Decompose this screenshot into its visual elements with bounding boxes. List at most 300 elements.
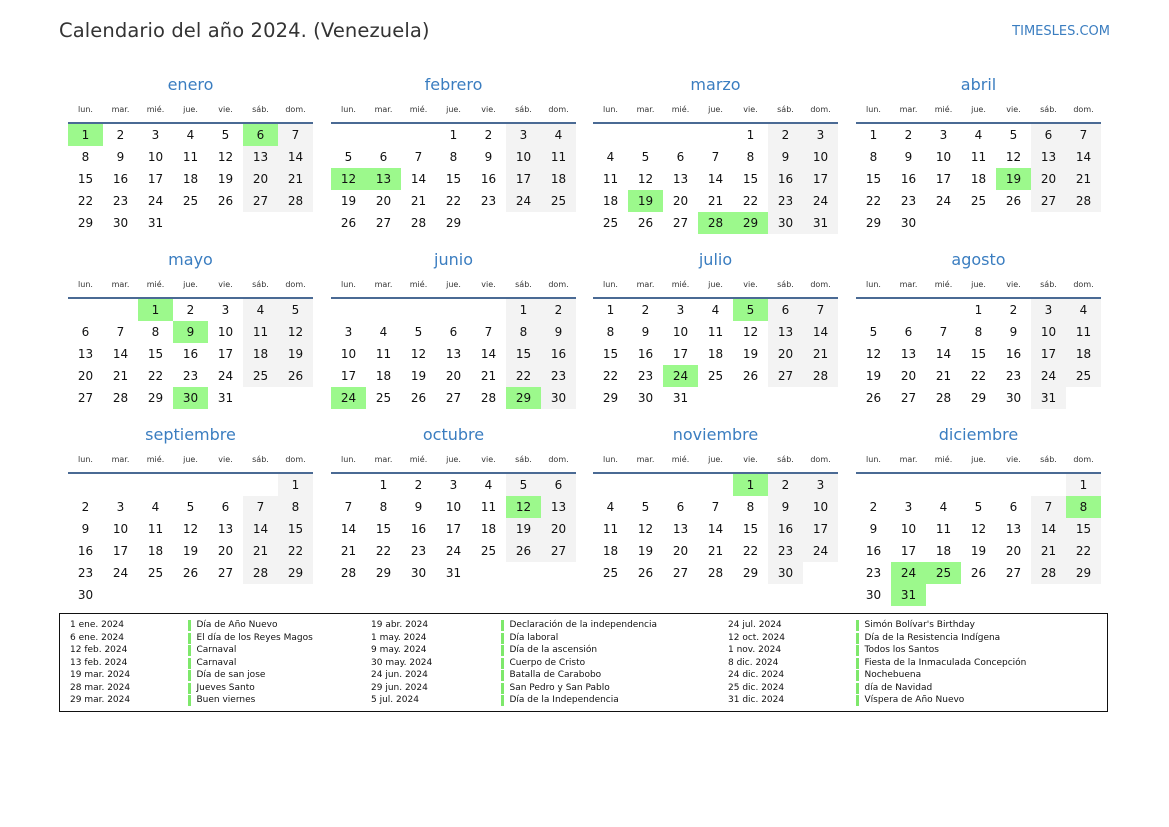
day-cell[interactable]: 13: [768, 321, 803, 343]
day-cell[interactable]: 27: [900, 391, 917, 405]
day-cell[interactable]: 21: [1066, 168, 1101, 190]
day-cell[interactable]: 12: [637, 172, 654, 186]
day-cell[interactable]: 27: [672, 216, 689, 230]
day-cell[interactable]: 25: [541, 190, 576, 212]
day-cell[interactable]: 1: [506, 299, 541, 321]
day-cell[interactable]: 18: [147, 544, 164, 558]
day-cell[interactable]: 3: [803, 474, 838, 496]
day-cell[interactable]: 5: [1009, 128, 1018, 142]
day-cell[interactable]: 21: [707, 194, 724, 208]
day-cell[interactable]: 4: [711, 303, 720, 317]
day-cell[interactable]: 11: [602, 522, 619, 536]
day-cell[interactable]: 4: [974, 128, 983, 142]
day-cell[interactable]: 3: [904, 500, 913, 514]
day-cell[interactable]: 13: [77, 347, 94, 361]
day-cell[interactable]: 27: [1005, 566, 1022, 580]
day-cell[interactable]: 5: [186, 500, 195, 514]
day-cell[interactable]: 17: [340, 369, 357, 383]
day-cell[interactable]: 19: [410, 369, 427, 383]
day-cell[interactable]: 14: [707, 522, 724, 536]
day-cell[interactable]: 19: [340, 194, 357, 208]
day-cell[interactable]: 8: [869, 150, 878, 164]
day-cell[interactable]: 24: [445, 544, 462, 558]
day-cell[interactable]: 20: [1031, 168, 1066, 190]
day-cell[interactable]: 14: [112, 347, 129, 361]
day-cell[interactable]: 26: [217, 194, 234, 208]
day-cell[interactable]: 21: [278, 168, 313, 190]
day-cell[interactable]: 2: [414, 478, 423, 492]
day-cell[interactable]: 27: [217, 566, 234, 580]
day-cell[interactable]: 28: [803, 365, 838, 387]
holiday-day-cell[interactable]: 1: [68, 124, 103, 146]
day-cell[interactable]: 17: [672, 347, 689, 361]
day-cell[interactable]: 30: [77, 588, 94, 602]
day-cell[interactable]: 14: [1031, 518, 1066, 540]
day-cell[interactable]: 3: [221, 303, 230, 317]
day-cell[interactable]: 2: [768, 474, 803, 496]
day-cell[interactable]: 2: [904, 128, 913, 142]
day-cell[interactable]: 28: [410, 216, 427, 230]
day-cell[interactable]: 23: [182, 369, 199, 383]
day-cell[interactable]: 14: [1066, 146, 1101, 168]
day-cell[interactable]: 9: [484, 150, 493, 164]
day-cell[interactable]: 20: [243, 168, 278, 190]
day-cell[interactable]: 24: [112, 566, 129, 580]
day-cell[interactable]: 3: [344, 325, 353, 339]
day-cell[interactable]: 25: [707, 369, 724, 383]
day-cell[interactable]: 11: [375, 347, 392, 361]
day-cell[interactable]: 30: [541, 387, 576, 409]
day-cell[interactable]: 2: [768, 124, 803, 146]
holiday-day-cell[interactable]: 12: [506, 496, 541, 518]
day-cell[interactable]: 19: [217, 172, 234, 186]
day-cell[interactable]: 1: [869, 128, 878, 142]
day-cell[interactable]: 28: [480, 391, 497, 405]
day-cell[interactable]: 5: [641, 500, 650, 514]
day-cell[interactable]: 17: [445, 522, 462, 536]
day-cell[interactable]: 5: [641, 150, 650, 164]
day-cell[interactable]: 20: [541, 518, 576, 540]
day-cell[interactable]: 9: [81, 522, 90, 536]
day-cell[interactable]: 15: [506, 343, 541, 365]
day-cell[interactable]: 31: [445, 566, 462, 580]
day-cell[interactable]: 24: [803, 540, 838, 562]
day-cell[interactable]: 1: [379, 478, 388, 492]
day-cell[interactable]: 2: [484, 128, 493, 142]
day-cell[interactable]: 10: [147, 150, 164, 164]
day-cell[interactable]: 13: [243, 146, 278, 168]
day-cell[interactable]: 6: [1009, 500, 1018, 514]
day-cell[interactable]: 12: [217, 150, 234, 164]
day-cell[interactable]: 19: [182, 544, 199, 558]
day-cell[interactable]: 1: [278, 474, 313, 496]
day-cell[interactable]: 4: [186, 128, 195, 142]
day-cell[interactable]: 23: [768, 540, 803, 562]
day-cell[interactable]: 20: [900, 369, 917, 383]
day-cell[interactable]: 8: [506, 321, 541, 343]
day-cell[interactable]: 22: [445, 194, 462, 208]
day-cell[interactable]: 16: [637, 347, 654, 361]
holiday-day-cell[interactable]: 24: [891, 562, 926, 584]
day-cell[interactable]: 17: [506, 168, 541, 190]
day-cell[interactable]: 23: [77, 566, 94, 580]
day-cell[interactable]: 8: [974, 325, 983, 339]
day-cell[interactable]: 17: [112, 544, 129, 558]
day-cell[interactable]: 7: [243, 496, 278, 518]
day-cell[interactable]: 7: [1031, 496, 1066, 518]
day-cell[interactable]: 9: [541, 321, 576, 343]
day-cell[interactable]: 28: [935, 391, 952, 405]
day-cell[interactable]: 7: [711, 500, 720, 514]
day-cell[interactable]: 26: [340, 216, 357, 230]
day-cell[interactable]: 22: [865, 194, 882, 208]
day-cell[interactable]: 26: [182, 566, 199, 580]
holiday-day-cell[interactable]: 5: [733, 299, 768, 321]
day-cell[interactable]: 3: [506, 124, 541, 146]
day-cell[interactable]: 20: [672, 544, 689, 558]
day-cell[interactable]: 9: [116, 150, 125, 164]
day-cell[interactable]: 29: [147, 391, 164, 405]
day-cell[interactable]: 15: [278, 518, 313, 540]
day-cell[interactable]: 25: [970, 194, 987, 208]
day-cell[interactable]: 15: [742, 172, 759, 186]
day-cell[interactable]: 2: [81, 500, 90, 514]
day-cell[interactable]: 30: [865, 588, 882, 602]
day-cell[interactable]: 15: [1066, 518, 1101, 540]
day-cell[interactable]: 28: [707, 566, 724, 580]
day-cell[interactable]: 7: [278, 124, 313, 146]
holiday-day-cell[interactable]: 12: [331, 168, 366, 190]
day-cell[interactable]: 21: [935, 369, 952, 383]
day-cell[interactable]: 5: [221, 128, 230, 142]
day-cell[interactable]: 22: [602, 369, 619, 383]
day-cell[interactable]: 13: [672, 172, 689, 186]
day-cell[interactable]: 23: [865, 566, 882, 580]
day-cell[interactable]: 7: [803, 299, 838, 321]
day-cell[interactable]: 9: [904, 150, 913, 164]
day-cell[interactable]: 17: [900, 544, 917, 558]
holiday-day-cell[interactable]: 19: [996, 168, 1031, 190]
day-cell[interactable]: 18: [1066, 343, 1101, 365]
day-cell[interactable]: 24: [217, 369, 234, 383]
day-cell[interactable]: 10: [217, 325, 234, 339]
day-cell[interactable]: 27: [375, 216, 392, 230]
day-cell[interactable]: 9: [869, 522, 878, 536]
day-cell[interactable]: 25: [602, 216, 619, 230]
day-cell[interactable]: 23: [1005, 369, 1022, 383]
day-cell[interactable]: 11: [182, 150, 199, 164]
day-cell[interactable]: 6: [81, 325, 90, 339]
day-cell[interactable]: 9: [641, 325, 650, 339]
day-cell[interactable]: 25: [480, 544, 497, 558]
day-cell[interactable]: 25: [1066, 365, 1101, 387]
day-cell[interactable]: 16: [768, 518, 803, 540]
day-cell[interactable]: 22: [970, 369, 987, 383]
day-cell[interactable]: 9: [768, 496, 803, 518]
day-cell[interactable]: 7: [1066, 124, 1101, 146]
day-cell[interactable]: 15: [445, 172, 462, 186]
day-cell[interactable]: 15: [742, 522, 759, 536]
day-cell[interactable]: 1: [1066, 474, 1101, 496]
day-cell[interactable]: 17: [935, 172, 952, 186]
day-cell[interactable]: 2: [186, 303, 195, 317]
day-cell[interactable]: 6: [449, 325, 458, 339]
day-cell[interactable]: 7: [414, 150, 423, 164]
day-cell[interactable]: 17: [147, 172, 164, 186]
day-cell[interactable]: 21: [480, 369, 497, 383]
day-cell[interactable]: 27: [672, 566, 689, 580]
day-cell[interactable]: 8: [746, 150, 755, 164]
day-cell[interactable]: 6: [676, 150, 685, 164]
day-cell[interactable]: 11: [707, 325, 724, 339]
day-cell[interactable]: 22: [742, 544, 759, 558]
day-cell[interactable]: 22: [278, 540, 313, 562]
day-cell[interactable]: 18: [480, 522, 497, 536]
day-cell[interactable]: 26: [278, 365, 313, 387]
day-cell[interactable]: 6: [1031, 124, 1066, 146]
day-cell[interactable]: 10: [900, 522, 917, 536]
day-cell[interactable]: 10: [340, 347, 357, 361]
day-cell[interactable]: 12: [278, 321, 313, 343]
day-cell[interactable]: 4: [1066, 299, 1101, 321]
day-cell[interactable]: 4: [484, 478, 493, 492]
day-cell[interactable]: 4: [541, 124, 576, 146]
day-cell[interactable]: 13: [541, 496, 576, 518]
holiday-day-cell[interactable]: 29: [733, 212, 768, 234]
day-cell[interactable]: 16: [182, 347, 199, 361]
day-cell[interactable]: 1: [449, 128, 458, 142]
day-cell[interactable]: 8: [81, 150, 90, 164]
day-cell[interactable]: 29: [77, 216, 94, 230]
day-cell[interactable]: 9: [414, 500, 423, 514]
day-cell[interactable]: 3: [676, 303, 685, 317]
day-cell[interactable]: 18: [541, 168, 576, 190]
day-cell[interactable]: 5: [506, 474, 541, 496]
day-cell[interactable]: 27: [541, 540, 576, 562]
day-cell[interactable]: 31: [803, 212, 838, 234]
day-cell[interactable]: 28: [112, 391, 129, 405]
day-cell[interactable]: 16: [410, 522, 427, 536]
day-cell[interactable]: 28: [1031, 562, 1066, 584]
day-cell[interactable]: 17: [803, 168, 838, 190]
day-cell[interactable]: 10: [112, 522, 129, 536]
day-cell[interactable]: 18: [602, 544, 619, 558]
day-cell[interactable]: 16: [541, 343, 576, 365]
day-cell[interactable]: 29: [375, 566, 392, 580]
day-cell[interactable]: 27: [77, 391, 94, 405]
day-cell[interactable]: 30: [768, 562, 803, 584]
day-cell[interactable]: 18: [243, 343, 278, 365]
day-cell[interactable]: 15: [375, 522, 392, 536]
day-cell[interactable]: 16: [480, 172, 497, 186]
day-cell[interactable]: 16: [77, 544, 94, 558]
day-cell[interactable]: 5: [344, 150, 353, 164]
day-cell[interactable]: 21: [340, 544, 357, 558]
holiday-day-cell[interactable]: 24: [331, 387, 366, 409]
day-cell[interactable]: 23: [637, 369, 654, 383]
day-cell[interactable]: 19: [506, 518, 541, 540]
holiday-day-cell[interactable]: 6: [243, 124, 278, 146]
day-cell[interactable]: 18: [375, 369, 392, 383]
day-cell[interactable]: 5: [974, 500, 983, 514]
day-cell[interactable]: 25: [147, 566, 164, 580]
day-cell[interactable]: 25: [375, 391, 392, 405]
day-cell[interactable]: 11: [480, 500, 497, 514]
day-cell[interactable]: 31: [217, 391, 234, 405]
day-cell[interactable]: 15: [970, 347, 987, 361]
day-cell[interactable]: 21: [112, 369, 129, 383]
day-cell[interactable]: 19: [278, 343, 313, 365]
day-cell[interactable]: 3: [939, 128, 948, 142]
day-cell[interactable]: 26: [410, 391, 427, 405]
day-cell[interactable]: 2: [641, 303, 650, 317]
day-cell[interactable]: 10: [506, 146, 541, 168]
holiday-day-cell[interactable]: 9: [173, 321, 208, 343]
day-cell[interactable]: 2: [541, 299, 576, 321]
day-cell[interactable]: 25: [182, 194, 199, 208]
holiday-day-cell[interactable]: 1: [138, 299, 173, 321]
day-cell[interactable]: 30: [1005, 391, 1022, 405]
day-cell[interactable]: 10: [1031, 321, 1066, 343]
day-cell[interactable]: 10: [935, 150, 952, 164]
day-cell[interactable]: 31: [1031, 387, 1066, 409]
day-cell[interactable]: 8: [379, 500, 388, 514]
day-cell[interactable]: 26: [637, 216, 654, 230]
holiday-day-cell[interactable]: 29: [506, 387, 541, 409]
day-cell[interactable]: 18: [935, 544, 952, 558]
day-cell[interactable]: 26: [506, 540, 541, 562]
day-cell[interactable]: 19: [865, 369, 882, 383]
day-cell[interactable]: 13: [1005, 522, 1022, 536]
day-cell[interactable]: 1: [974, 303, 983, 317]
day-cell[interactable]: 24: [803, 190, 838, 212]
day-cell[interactable]: 5: [278, 299, 313, 321]
day-cell[interactable]: 30: [637, 391, 654, 405]
day-cell[interactable]: 23: [900, 194, 917, 208]
day-cell[interactable]: 20: [1005, 544, 1022, 558]
day-cell[interactable]: 28: [243, 562, 278, 584]
day-cell[interactable]: 4: [606, 500, 615, 514]
day-cell[interactable]: 2: [1009, 303, 1018, 317]
day-cell[interactable]: 29: [445, 216, 462, 230]
day-cell[interactable]: 19: [637, 544, 654, 558]
day-cell[interactable]: 31: [672, 391, 689, 405]
holiday-day-cell[interactable]: 13: [366, 168, 401, 190]
day-cell[interactable]: 3: [1031, 299, 1066, 321]
day-cell[interactable]: 8: [449, 150, 458, 164]
day-cell[interactable]: 12: [742, 325, 759, 339]
day-cell[interactable]: 27: [243, 190, 278, 212]
day-cell[interactable]: 18: [970, 172, 987, 186]
day-cell[interactable]: 15: [147, 347, 164, 361]
day-cell[interactable]: 13: [672, 522, 689, 536]
day-cell[interactable]: 15: [865, 172, 882, 186]
day-cell[interactable]: 12: [865, 347, 882, 361]
day-cell[interactable]: 4: [379, 325, 388, 339]
day-cell[interactable]: 19: [742, 347, 759, 361]
holiday-day-cell[interactable]: 25: [926, 562, 961, 584]
day-cell[interactable]: 28: [278, 190, 313, 212]
day-cell[interactable]: 30: [410, 566, 427, 580]
day-cell[interactable]: 4: [151, 500, 160, 514]
day-cell[interactable]: 6: [541, 474, 576, 496]
day-cell[interactable]: 23: [480, 194, 497, 208]
day-cell[interactable]: 27: [768, 365, 803, 387]
day-cell[interactable]: 13: [900, 347, 917, 361]
day-cell[interactable]: 28: [340, 566, 357, 580]
day-cell[interactable]: 1: [746, 128, 755, 142]
day-cell[interactable]: 18: [602, 194, 619, 208]
day-cell[interactable]: 18: [182, 172, 199, 186]
day-cell[interactable]: 7: [484, 325, 493, 339]
day-cell[interactable]: 26: [970, 566, 987, 580]
day-cell[interactable]: 13: [445, 347, 462, 361]
day-cell[interactable]: 8: [278, 496, 313, 518]
day-cell[interactable]: 27: [445, 391, 462, 405]
day-cell[interactable]: 7: [116, 325, 125, 339]
day-cell[interactable]: 25: [243, 365, 278, 387]
day-cell[interactable]: 24: [506, 190, 541, 212]
day-cell[interactable]: 13: [1031, 146, 1066, 168]
day-cell[interactable]: 11: [147, 522, 164, 536]
day-cell[interactable]: 16: [768, 168, 803, 190]
day-cell[interactable]: 2: [116, 128, 125, 142]
day-cell[interactable]: 14: [340, 522, 357, 536]
day-cell[interactable]: 8: [746, 500, 755, 514]
day-cell[interactable]: 29: [602, 391, 619, 405]
day-cell[interactable]: 14: [707, 172, 724, 186]
day-cell[interactable]: 14: [243, 518, 278, 540]
day-cell[interactable]: 23: [112, 194, 129, 208]
holiday-day-cell[interactable]: 30: [173, 387, 208, 409]
day-cell[interactable]: 6: [904, 325, 913, 339]
day-cell[interactable]: 11: [935, 522, 952, 536]
day-cell[interactable]: 20: [77, 369, 94, 383]
day-cell[interactable]: 29: [1066, 562, 1101, 584]
day-cell[interactable]: 7: [939, 325, 948, 339]
day-cell[interactable]: 17: [217, 347, 234, 361]
day-cell[interactable]: 8: [151, 325, 160, 339]
day-cell[interactable]: 6: [379, 150, 388, 164]
day-cell[interactable]: 22: [77, 194, 94, 208]
day-cell[interactable]: 21: [707, 544, 724, 558]
day-cell[interactable]: 22: [375, 544, 392, 558]
day-cell[interactable]: 27: [1031, 190, 1066, 212]
day-cell[interactable]: 14: [935, 347, 952, 361]
day-cell[interactable]: 4: [606, 150, 615, 164]
day-cell[interactable]: 29: [278, 562, 313, 584]
day-cell[interactable]: 12: [970, 522, 987, 536]
day-cell[interactable]: 2: [869, 500, 878, 514]
day-cell[interactable]: 6: [676, 500, 685, 514]
day-cell[interactable]: 26: [865, 391, 882, 405]
day-cell[interactable]: 24: [935, 194, 952, 208]
day-cell[interactable]: 10: [803, 496, 838, 518]
day-cell[interactable]: 3: [449, 478, 458, 492]
day-cell[interactable]: 3: [151, 128, 160, 142]
day-cell[interactable]: 15: [602, 347, 619, 361]
day-cell[interactable]: 10: [445, 500, 462, 514]
site-link[interactable]: TIMESLES.COM: [1012, 24, 1110, 39]
day-cell[interactable]: 23: [768, 190, 803, 212]
day-cell[interactable]: 11: [541, 146, 576, 168]
day-cell[interactable]: 29: [865, 216, 882, 230]
day-cell[interactable]: 11: [243, 321, 278, 343]
day-cell[interactable]: 14: [803, 321, 838, 343]
day-cell[interactable]: 14: [278, 146, 313, 168]
day-cell[interactable]: 20: [375, 194, 392, 208]
day-cell[interactable]: 17: [1031, 343, 1066, 365]
